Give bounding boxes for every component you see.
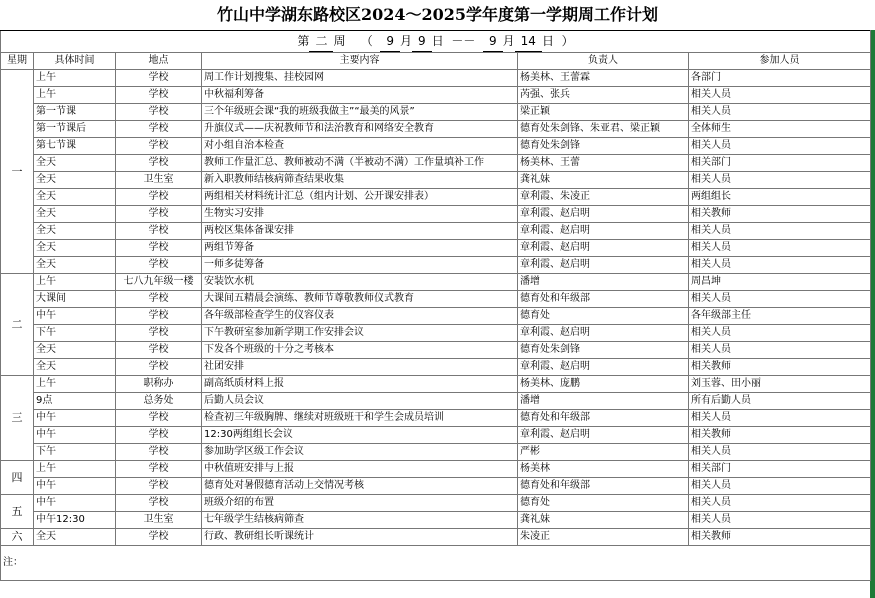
participants-cell: 相关部门 <box>689 461 871 478</box>
header-row <box>1 53 871 70</box>
place-cell: 学校 <box>116 410 202 427</box>
owner-cell: 章利霞、赵启明 <box>518 206 689 223</box>
content-cell: 行政、教研组长听课统计 <box>202 529 518 546</box>
owner-cell: 梁正颖 <box>518 104 689 121</box>
place-cell: 学校 <box>116 155 202 172</box>
content-cell: 各年级部检查学生的仪容仪表 <box>202 308 518 325</box>
time-cell: 全天 <box>34 206 116 223</box>
place-cell: 学校 <box>116 308 202 325</box>
time-cell: 下午 <box>34 444 116 461</box>
content-cell: 中秋福利筹备 <box>202 87 518 104</box>
note-label: 注： <box>1 546 871 581</box>
content-cell: 后勤人员会议 <box>202 393 518 410</box>
time-cell: 大课间 <box>34 291 116 308</box>
place-cell: 学校 <box>116 70 202 87</box>
owner-cell: 朱凌正 <box>518 529 689 546</box>
owner-cell: 德育处朱剑锋 <box>518 138 689 155</box>
content-cell: 中秋值班安排与上报 <box>202 461 518 478</box>
owner-cell: 德育处 <box>518 495 689 512</box>
content-cell: 德育处对暑假德育活动上交情况考核 <box>202 478 518 495</box>
place-cell: 学校 <box>116 223 202 240</box>
table-row <box>1 274 871 291</box>
owner-cell: 章利霞、赵启明 <box>518 359 689 376</box>
table-row <box>1 138 871 155</box>
time-cell: 全天 <box>34 257 116 274</box>
owner-cell: 德育处和年级部 <box>518 410 689 427</box>
content-cell: 升旗仪式——庆祝教师节和法治教育和网络安全教育 <box>202 121 518 138</box>
table-row <box>1 325 871 342</box>
table-row <box>1 427 871 444</box>
paren-open: （ <box>360 34 373 48</box>
table-row <box>1 172 871 189</box>
participants-cell: 相关人员 <box>689 291 871 308</box>
owner-cell: 杨美林、王蕾霖 <box>518 70 689 87</box>
time-cell: 上午 <box>34 376 116 393</box>
participants-cell: 全体师生 <box>689 121 871 138</box>
owner-cell: 德育处朱剑锋、朱亚君、梁正颖 <box>518 121 689 138</box>
table-row <box>1 444 871 461</box>
table-row <box>1 257 871 274</box>
owner-cell: 芮强、张兵 <box>518 87 689 104</box>
time-cell: 上午 <box>34 70 116 87</box>
participants-cell: 各部门 <box>689 70 871 87</box>
note-row <box>1 546 871 581</box>
place-cell: 学校 <box>116 342 202 359</box>
participants-cell: 相关人员 <box>689 223 871 240</box>
table-row <box>1 376 871 393</box>
table-row <box>1 223 871 240</box>
place-cell: 学校 <box>116 240 202 257</box>
place-cell: 学校 <box>116 257 202 274</box>
content-cell: 教师工作量汇总、教师被动不满（半被动不满）工作量填补工作 <box>202 155 518 172</box>
content-cell: 12:30两组组长会议 <box>202 427 518 444</box>
place-cell: 卫生室 <box>116 512 202 529</box>
place-cell: 学校 <box>116 87 202 104</box>
content-cell: 副高纸质材料上报 <box>202 376 518 393</box>
time-cell: 中午12:30 <box>34 512 116 529</box>
end-day: 14 <box>515 31 542 52</box>
table-row <box>1 359 871 376</box>
place-cell: 学校 <box>116 495 202 512</box>
time-cell: 全天 <box>34 240 116 257</box>
month-char-2: 月 <box>502 34 515 48</box>
content-cell: 三个年级班会课“我的班级我做主”“最美的风景” <box>202 104 518 121</box>
start-month: 9 <box>380 31 400 52</box>
table-row <box>1 342 871 359</box>
place-cell: 职称办 <box>116 376 202 393</box>
participants-cell: 相关人员 <box>689 478 871 495</box>
place-cell: 学校 <box>116 291 202 308</box>
table-row <box>1 291 871 308</box>
participants-cell: 相关人员 <box>689 138 871 155</box>
time-cell: 中午 <box>34 308 116 325</box>
week-prefix: 第 <box>297 34 310 48</box>
time-cell: 第七节课 <box>34 138 116 155</box>
owner-cell: 章利霞、赵启明 <box>518 240 689 257</box>
week-suffix: 周 <box>333 34 346 48</box>
owner-cell: 德育处朱剑锋 <box>518 342 689 359</box>
place-cell: 七八九年级一楼 <box>116 274 202 291</box>
owner-cell: 龚礼妹 <box>518 512 689 529</box>
participants-cell: 相关部门 <box>689 155 871 172</box>
time-cell: 全天 <box>34 155 116 172</box>
header-content: 主要内容 <box>202 53 518 70</box>
paren-close: ） <box>561 34 574 48</box>
place-cell: 学校 <box>116 325 202 342</box>
time-cell: 全天 <box>34 223 116 240</box>
weekday-cell: 二 <box>1 274 34 376</box>
content-cell: 周工作计划搜集、挂校园网 <box>202 70 518 87</box>
weekday-cell: 六 <box>1 529 34 546</box>
time-cell: 中午 <box>34 410 116 427</box>
table-row <box>1 189 871 206</box>
content-cell: 生物实习安排 <box>202 206 518 223</box>
owner-cell: 杨美林、庞鹏 <box>518 376 689 393</box>
participants-cell: 刘玉蓉、田小丽 <box>689 376 871 393</box>
participants-cell: 相关人员 <box>689 410 871 427</box>
content-cell: 一师多徒筹备 <box>202 257 518 274</box>
owner-cell: 章利霞、朱凌正 <box>518 189 689 206</box>
time-cell: 中午 <box>34 427 116 444</box>
place-cell: 卫生室 <box>116 172 202 189</box>
content-cell: 下午教研室参加新学期工作安排会议 <box>202 325 518 342</box>
time-cell: 全天 <box>34 529 116 546</box>
place-cell: 学校 <box>116 529 202 546</box>
header-participants: 参加人员 <box>689 53 871 70</box>
time-cell: 第一节课后 <box>34 121 116 138</box>
content-cell: 大课间五精晨会演练、教师节尊敬教师仪式教育 <box>202 291 518 308</box>
table-row <box>1 478 871 495</box>
day-char-2: 日 <box>541 34 554 48</box>
participants-cell: 周昌坤 <box>689 274 871 291</box>
participants-cell: 相关人员 <box>689 325 871 342</box>
time-cell: 全天 <box>34 359 116 376</box>
table-row <box>1 240 871 257</box>
owner-cell: 杨美林 <box>518 461 689 478</box>
table-row <box>1 121 871 138</box>
weekday-cell: 五 <box>1 495 34 529</box>
content-cell: 下发各个班级的十分之考核本 <box>202 342 518 359</box>
time-cell: 上午 <box>34 274 116 291</box>
time-cell: 上午 <box>34 461 116 478</box>
place-cell: 学校 <box>116 189 202 206</box>
table-row <box>1 410 871 427</box>
participants-cell: 相关人员 <box>689 104 871 121</box>
place-cell: 学校 <box>116 206 202 223</box>
week-range <box>1 31 871 53</box>
time-cell: 下午 <box>34 325 116 342</box>
content-cell: 两组节筹备 <box>202 240 518 257</box>
range-dash: －－ <box>451 34 476 48</box>
owner-cell: 章利霞、赵启明 <box>518 257 689 274</box>
participants-cell: 相关人员 <box>689 495 871 512</box>
content-cell: 两校区集体备课安排 <box>202 223 518 240</box>
content-cell: 七年级学生结核病筛查 <box>202 512 518 529</box>
place-cell: 学校 <box>116 461 202 478</box>
content-cell: 两组相关材料统计汇总（组内计划、公开课安排表） <box>202 189 518 206</box>
owner-cell: 章利霞、赵启明 <box>518 325 689 342</box>
place-cell: 学校 <box>116 104 202 121</box>
table-row <box>1 87 871 104</box>
end-month: 9 <box>483 31 503 52</box>
header-weekday: 星期 <box>1 53 34 70</box>
place-cell: 学校 <box>116 359 202 376</box>
owner-cell: 德育处和年级部 <box>518 291 689 308</box>
table-row <box>1 393 871 410</box>
start-day: 9 <box>412 31 432 52</box>
place-cell: 学校 <box>116 478 202 495</box>
content-cell: 社团安排 <box>202 359 518 376</box>
table-row <box>1 512 871 529</box>
participants-cell: 所有后勤人员 <box>689 393 871 410</box>
content-cell: 班级介绍的布置 <box>202 495 518 512</box>
time-cell: 全天 <box>34 189 116 206</box>
week-range-row <box>1 31 871 53</box>
place-cell: 总务处 <box>116 393 202 410</box>
schedule-table <box>0 30 871 581</box>
owner-cell: 杨美林、王蕾 <box>518 155 689 172</box>
table-row <box>1 308 871 325</box>
time-cell: 中午 <box>34 495 116 512</box>
owner-cell: 潘增 <box>518 274 689 291</box>
participants-cell: 相关教师 <box>689 529 871 546</box>
content-cell: 对小组自治本检查 <box>202 138 518 155</box>
table-row <box>1 495 871 512</box>
participants-cell: 相关人员 <box>689 444 871 461</box>
place-cell: 学校 <box>116 138 202 155</box>
owner-cell: 龚礼妹 <box>518 172 689 189</box>
table-row <box>1 155 871 172</box>
content-cell: 参加助学区级工作会议 <box>202 444 518 461</box>
participants-cell: 各年级部主任 <box>689 308 871 325</box>
header-owner: 负责人 <box>518 53 689 70</box>
time-cell: 9点 <box>34 393 116 410</box>
table-row <box>1 70 871 87</box>
participants-cell: 相关人员 <box>689 512 871 529</box>
participants-cell: 相关教师 <box>689 359 871 376</box>
owner-cell: 章利霞、赵启明 <box>518 223 689 240</box>
participants-cell: 相关人员 <box>689 240 871 257</box>
owner-cell: 德育处 <box>518 308 689 325</box>
participants-cell: 相关人员 <box>689 342 871 359</box>
week-number: 二 <box>309 31 333 52</box>
place-cell: 学校 <box>116 444 202 461</box>
header-time: 具体时间 <box>34 53 116 70</box>
time-cell: 全天 <box>34 172 116 189</box>
participants-cell: 相关人员 <box>689 257 871 274</box>
owner-cell: 德育处和年级部 <box>518 478 689 495</box>
table-row <box>1 104 871 121</box>
header-place: 地点 <box>116 53 202 70</box>
place-cell: 学校 <box>116 427 202 444</box>
participants-cell: 相关人员 <box>689 172 871 189</box>
table-row <box>1 461 871 478</box>
owner-cell: 严彬 <box>518 444 689 461</box>
table-row <box>1 206 871 223</box>
weekday-cell: 四 <box>1 461 34 495</box>
owner-cell: 章利霞、赵启明 <box>518 427 689 444</box>
participants-cell: 两组组长 <box>689 189 871 206</box>
table-row <box>1 529 871 546</box>
time-cell: 中午 <box>34 478 116 495</box>
participants-cell: 相关教师 <box>689 206 871 223</box>
participants-cell: 相关教师 <box>689 427 871 444</box>
content-cell: 新入职教师结核病筛查结果收集 <box>202 172 518 189</box>
page-title: 竹山中学湖东路校区2024～2025学年度第一学期周工作计划 <box>216 5 659 24</box>
owner-cell: 潘增 <box>518 393 689 410</box>
weekday-cell: 一 <box>1 70 34 274</box>
content-cell: 安装饮水机 <box>202 274 518 291</box>
place-cell: 学校 <box>116 121 202 138</box>
time-cell: 全天 <box>34 342 116 359</box>
time-cell: 上午 <box>34 87 116 104</box>
weekday-cell: 三 <box>1 376 34 461</box>
participants-cell: 相关人员 <box>689 87 871 104</box>
day-char-1: 日 <box>431 34 444 48</box>
month-char-1: 月 <box>400 34 413 48</box>
content-cell: 检查初三年级胸牌、继续对班级班干和学生会成员培训 <box>202 410 518 427</box>
time-cell: 第一节课 <box>34 104 116 121</box>
